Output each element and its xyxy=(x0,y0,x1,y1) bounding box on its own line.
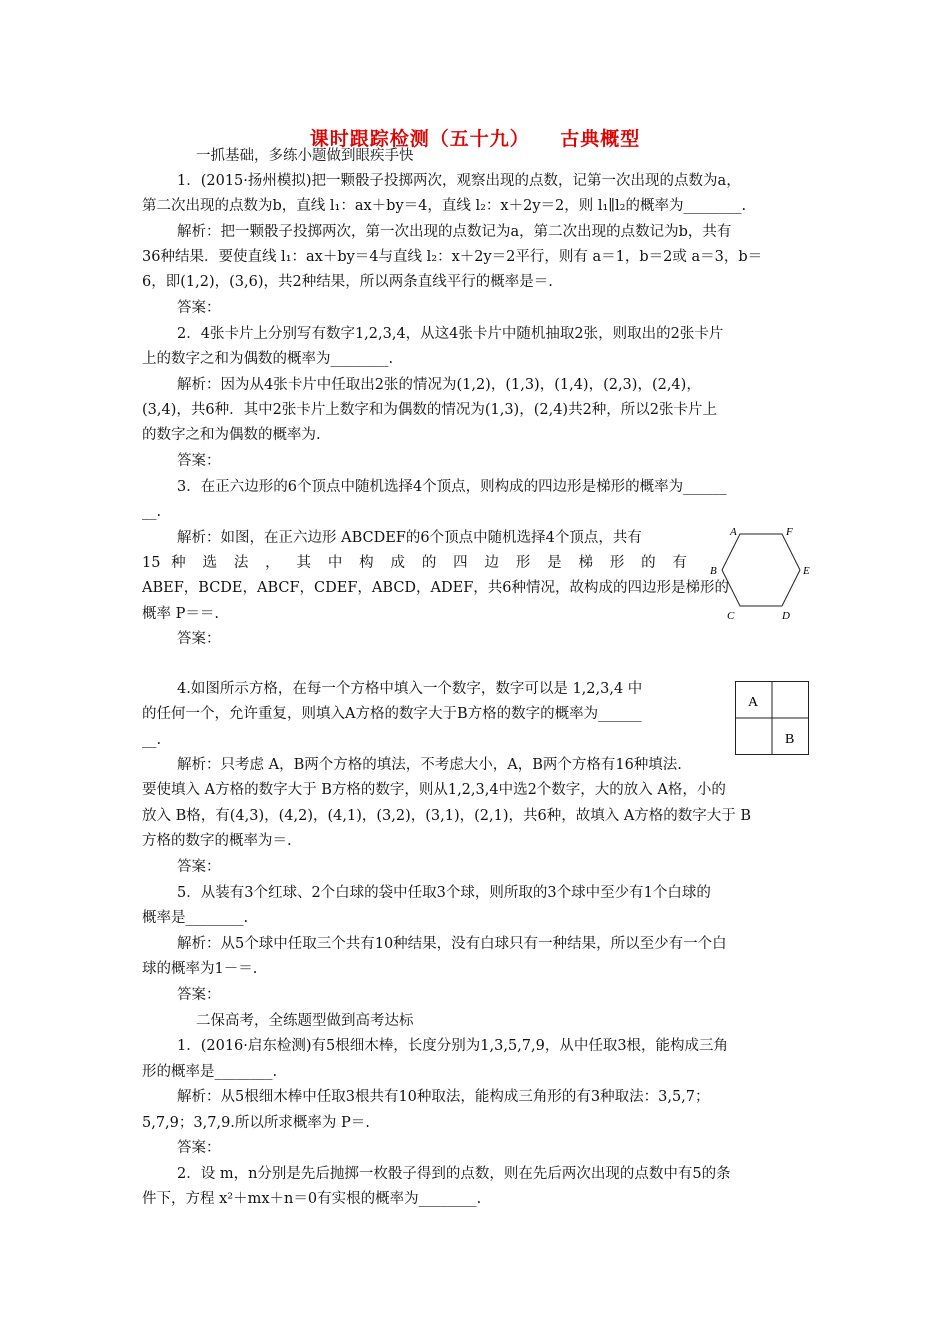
vertex-label-a: A xyxy=(730,526,737,538)
p2-q1-line-2: 形的概率是________. xyxy=(142,1064,278,1080)
q4-answer: 答案： xyxy=(177,859,221,875)
section-heading-two: 二保高考，全练题型做到高考达标 xyxy=(196,1013,414,1029)
q1-solution-2: 36种结果．要使直线 l₁：ax＋by＝4与直线 l₂：x＋2y＝2平行，则有 a＝1，b＝2或 a＝3，b＝ xyxy=(142,249,763,265)
q4-solution-2: 要使填入 A方格的数字大于 B方格的数字，则从1,2,3,4中选2个数字，大的放入 A格，小的 xyxy=(142,782,726,798)
p2-q1-line-1: 1．(2016·启东检测)有5根细木棒，长度分别为1,3,5,7,9，从中任取3根，能构成三角 xyxy=(177,1038,729,1054)
vertex-label-f: F xyxy=(786,526,793,538)
hexagon-figure xyxy=(700,522,818,626)
q1-line-1: 1．(2015·扬州模拟)把一颗骰子投掷两次，观察出现的点数，记第一次出现的点数为a， xyxy=(177,173,741,189)
q1-answer: 答案： xyxy=(177,300,221,316)
q2-solution-3: 的数字之和为偶数的概率为. xyxy=(142,427,321,443)
vertex-label-c: C xyxy=(727,610,735,622)
q1-solution-1: 解析：把一颗骰子投掷两次，第一次出现的点数记为a，第二次出现的点数记为b，共有 xyxy=(177,224,732,240)
q4-line-1: 4.如图所示方格，在每一个方格中填入一个数字，数字可以是 1,2,3,4 中 xyxy=(177,681,643,697)
hexagon-shape xyxy=(722,534,800,606)
p2-q2-line-2: 件下，方程 x²＋mx＋n＝0有实根的概率为________. xyxy=(142,1191,482,1207)
q4-solution-1: 解析：只考虑 A，B两个方格的填法，不考虑大小，A，B两个方格有16种填法. xyxy=(177,757,682,773)
q5-answer: 答案： xyxy=(177,987,221,1003)
q5-line-2: 概率是________. xyxy=(142,910,249,926)
q2-solution-2: (3,4)，共6种．其中2张卡片上数字和为偶数的情况为(1,3)，(2,4)共2种，所以2张卡片上 xyxy=(142,402,718,418)
q3-solution-3: ABEF，BCDE，ABCF，CDEF，ABCD，ADEF，共6种情况，故构成的四边形是梯形的 xyxy=(142,580,730,596)
p2-q1-solution-1: 解析：从5根细木棒中任取3根共有10种取法，能构成三角形的有3种取法：3,5,7； xyxy=(177,1089,710,1105)
q3-answer: 答案： xyxy=(177,631,221,647)
grid-cell-a-label: A xyxy=(748,695,759,710)
vertex-label-e: E xyxy=(803,565,810,577)
p2-q1-solution-2: 5,7,9；3,7,9.所以所求概率为 P＝. xyxy=(142,1115,370,1131)
p2-q2-line-1: 2．设 m，n分别是先后抛掷一枚骰子得到的点数，则在先后两次出现的点数中有5的条 xyxy=(177,1166,731,1182)
q3-line-1: 3．在正六边形的6个顶点中随机选择4个顶点，则构成的四边形是梯形的概率为______ xyxy=(177,479,727,495)
q3-solution-1: 解析：如图，在正六边形 ABCDEF的6个顶点中随机选择4个顶点，共有 xyxy=(177,530,642,546)
q4-line-3: __. xyxy=(142,732,162,748)
q3-solution-2: 15 种 选 法 ， 其 中 构 成 的 四 边 形 是 梯 形 的 有 xyxy=(142,555,687,571)
q2-line-1: 2．4张卡片上分别写有数字1,2,3,4，从这4张卡片中随机抽取2张，则取出的2张卡片 xyxy=(177,326,724,342)
section-heading-one: 一抓基础，多练小题做到眼疾手快 xyxy=(196,148,414,164)
p2-q1-answer: 答案： xyxy=(177,1140,221,1156)
q5-solution-1: 解析：从5个球中任取三个共有10种结果，没有白球只有一种结果，所以至少有一个白 xyxy=(177,936,727,952)
q2-line-2: 上的数字之和为偶数的概率为________. xyxy=(142,351,394,367)
q1-solution-3: 6，即(1,2)，(3,6)，共2种结果，所以两条直线平行的概率是＝. xyxy=(142,274,553,290)
vertex-label-d: D xyxy=(782,610,790,622)
grid-cell-b-label: B xyxy=(785,732,795,747)
grid-figure xyxy=(735,681,809,755)
vertex-label-b: B xyxy=(710,565,717,577)
page-title: 课时跟踪检测（五十九） 古典概型 xyxy=(309,128,641,150)
q2-solution-1: 解析：因为从4张卡片中任取出2张的情况为(1,2)，(1,3)，(1,4)，(2,3)，(2,4)， xyxy=(177,377,701,393)
q4-line-2: 的任何一个，允许重复，则填入A方格的数字大于B方格的数字的概率为______ xyxy=(142,706,642,722)
q2-answer: 答案： xyxy=(177,453,221,469)
q4-solution-3: 放入 B格，有(4,3)，(4,2)，(4,1)，(3,2)，(3,1)，(2,1)，共6种，故填入 A方格的数字大于 B xyxy=(142,808,752,824)
q4-solution-4: 方格的数字的概率为＝. xyxy=(142,833,292,849)
q5-line-1: 5．从装有3个红球、2个白球的袋中任取3个球，则所取的3个球中至少有1个白球的 xyxy=(177,885,711,901)
q3-solution-4: 概率 P＝＝. xyxy=(142,606,219,622)
q1-line-2: 第二次出现的点数为b，直线 l₁：ax＋by＝4，直线 l₂：x＋2y＝2，则 l₁∥l₂的概率为________. xyxy=(142,198,747,214)
q5-solution-2: 球的概率为1－＝. xyxy=(142,961,258,977)
q3-line-2: __. xyxy=(142,504,162,520)
